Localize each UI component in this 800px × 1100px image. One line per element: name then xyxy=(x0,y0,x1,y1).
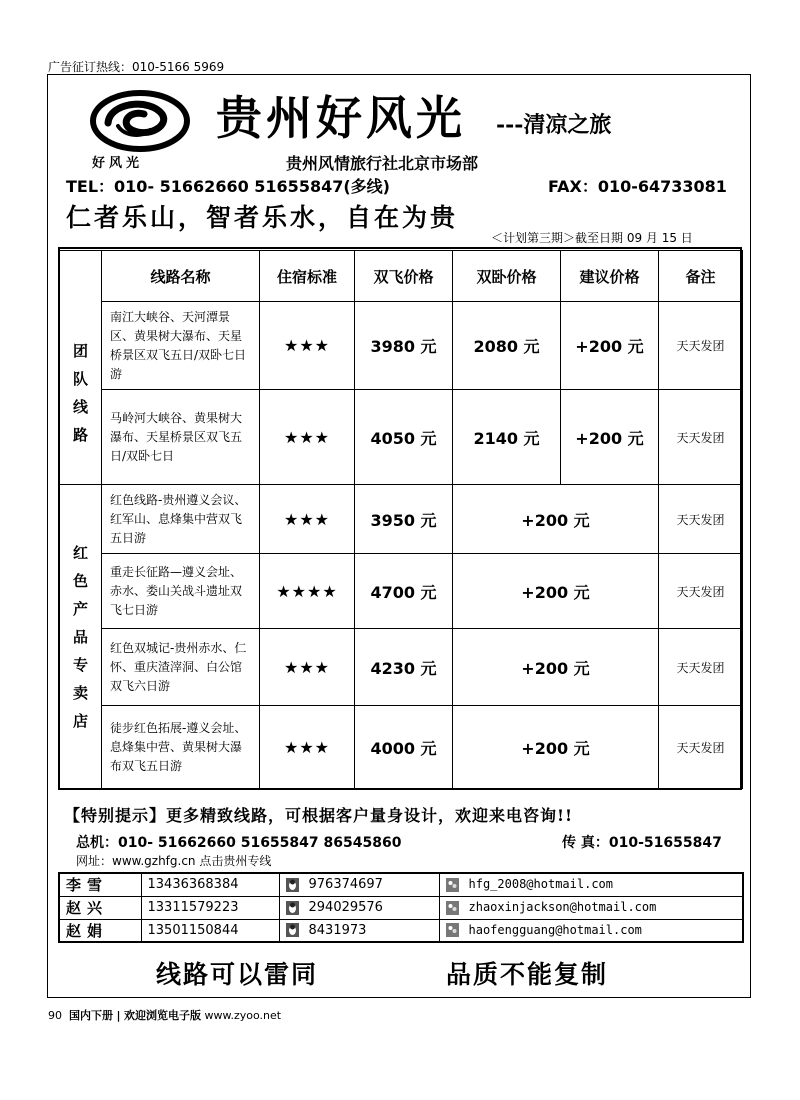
routes-table xyxy=(59,250,743,789)
brand-logo xyxy=(88,90,192,170)
route-note: 天天发团 xyxy=(659,554,743,629)
contact-phone: 13436368384 xyxy=(141,873,279,896)
suggested-price: +200 元 xyxy=(453,629,659,706)
special-tip: 【特别提示】更多精致线路，可根据客户量身设计，欢迎来电咨询!! xyxy=(64,806,574,825)
route-name: 徒步红色拓展-遵义会址、息烽集中营、黄果树大瀑布双飞五日游 xyxy=(102,706,260,789)
suggested-price: +200 元 xyxy=(453,485,659,554)
contact-phone: 13501150844 xyxy=(141,919,279,942)
suggested-price: +200 元 xyxy=(453,706,659,789)
route-name: 重走长征路—遵义会址、赤水、娄山关战斗遗址双飞七日游 xyxy=(102,554,260,629)
sleeper-price: 2080 元 xyxy=(453,302,561,390)
header-route: 线路名称 xyxy=(102,251,260,302)
contact-name: 赵兴 xyxy=(59,896,141,919)
contact-name: 李雪 xyxy=(59,873,141,896)
header-suggested-price: 建议价格 xyxy=(561,251,659,302)
brand-subtitle: ---清凉之旅 xyxy=(496,112,612,138)
route-note: 天天发团 xyxy=(659,485,743,554)
suggested-price: +200 元 xyxy=(561,390,659,485)
logo-caption: 好风光 xyxy=(92,156,144,171)
contact-phone: 13311579223 xyxy=(141,896,279,919)
qq-penguin-icon xyxy=(286,878,299,892)
contact-row xyxy=(59,919,743,942)
table-header-row xyxy=(60,251,743,302)
contact-email: hfg_2008@hotmail.com xyxy=(439,873,743,896)
star-rating: ★★★ xyxy=(260,706,355,789)
table-row xyxy=(60,485,743,554)
suggested-price: +200 元 xyxy=(561,302,659,390)
agency-name: 贵州风情旅行社北京市场部 xyxy=(286,154,479,173)
page-footer xyxy=(48,1007,281,1023)
qq-penguin-icon xyxy=(286,923,299,937)
contact-row xyxy=(59,873,743,896)
fax-line: FAX：010-64733081 xyxy=(548,177,727,196)
header-note: 备注 xyxy=(659,251,743,302)
flight-price: 4050 元 xyxy=(355,390,453,485)
star-rating: ★★★★ xyxy=(260,554,355,629)
star-rating: ★★★ xyxy=(260,390,355,485)
route-note: 天天发团 xyxy=(659,629,743,706)
flight-price: 4230 元 xyxy=(355,629,453,706)
header-lodging: 住宿标准 xyxy=(260,251,355,302)
contacts-table xyxy=(58,872,744,943)
tel-line: TEL：010- 51662660 51655847(多线) xyxy=(66,177,390,196)
table-row xyxy=(60,390,743,485)
flight-price: 3950 元 xyxy=(355,485,453,554)
contact-email: zhaoxinjackson@hotmail.com xyxy=(439,896,743,919)
flight-price: 4700 元 xyxy=(355,554,453,629)
flight-price: 4000 元 xyxy=(355,706,453,789)
sleeper-price: 2140 元 xyxy=(453,390,561,485)
msn-contact-icon xyxy=(446,878,459,892)
route-name: 红色线路-贵州遵义会议、红军山、息烽集中营双飞五日游 xyxy=(102,485,260,554)
route-name: 马岭河大峡谷、黄果树大瀑布、天星桥景区双飞五日/双卧七日 xyxy=(102,390,260,485)
table-row xyxy=(60,554,743,629)
switchboard-numbers: 总机：010- 51662660 51655847 86545860 xyxy=(76,835,402,851)
contact-qq: 8431973 xyxy=(279,919,439,942)
page-number: 90 xyxy=(48,1009,62,1022)
fax-number: 传 真：010-51655847 xyxy=(562,835,722,851)
slogan: 仁者乐山，智者乐水，自在为贵 xyxy=(66,203,459,232)
bottom-slogan-right: 品质不能复制 xyxy=(446,960,609,989)
contact-email: haofengguang@hotmail.com xyxy=(439,919,743,942)
brand-title: 贵州好风光 xyxy=(216,91,466,145)
contact-qq: 976374697 xyxy=(279,873,439,896)
plan-note: ＜计划第三期＞截至日期 09 月 15 日 xyxy=(491,231,693,245)
header-spacer xyxy=(60,251,102,302)
table-row xyxy=(60,302,743,390)
group-label-red-tour: 红 色 产 品 专 卖 店 xyxy=(60,485,102,789)
route-note: 天天发团 xyxy=(659,390,743,485)
swirl-logo-icon xyxy=(88,90,192,152)
route-note: 天天发团 xyxy=(659,706,743,789)
website-line: 网址：www.gzhfg.cn 点击贵州专线 xyxy=(76,854,272,868)
header-flight-price: 双飞价格 xyxy=(355,251,453,302)
star-rating: ★★★ xyxy=(260,485,355,554)
ad-hotline: 广告征订热线：010-5166 5969 xyxy=(48,60,225,74)
group-label-team: 团 队 线 路 xyxy=(60,302,102,485)
suggested-price: +200 元 xyxy=(453,554,659,629)
table-row xyxy=(60,629,743,706)
contact-qq: 294029576 xyxy=(279,896,439,919)
contact-row xyxy=(59,896,743,919)
footer-url[interactable]: www.zyoo.net xyxy=(204,1009,282,1022)
header-sleeper-price: 双卧价格 xyxy=(453,251,561,302)
bottom-slogan-left: 线路可以雷同 xyxy=(156,960,319,989)
table-row xyxy=(60,706,743,789)
msn-contact-icon xyxy=(446,923,459,937)
flight-price: 3980 元 xyxy=(355,302,453,390)
star-rating: ★★★ xyxy=(260,629,355,706)
route-note: 天天发团 xyxy=(659,302,743,390)
footer-text: 欢迎浏览电子版 xyxy=(124,1009,202,1022)
footer-section: 国内下册 xyxy=(69,1009,113,1022)
msn-contact-icon xyxy=(446,901,459,915)
star-rating: ★★★ xyxy=(260,302,355,390)
contact-name: 赵娟 xyxy=(59,919,141,942)
qq-penguin-icon xyxy=(286,901,299,915)
footer-separator: | xyxy=(116,1009,121,1022)
route-name: 红色双城记-贵州赤水、仁怀、重庆渣滓洞、白公馆双飞六日游 xyxy=(102,629,260,706)
route-name: 南江大峡谷、天河潭景区、黄果树大瀑布、天星桥景区双飞五日/双卧七日游 xyxy=(102,302,260,390)
